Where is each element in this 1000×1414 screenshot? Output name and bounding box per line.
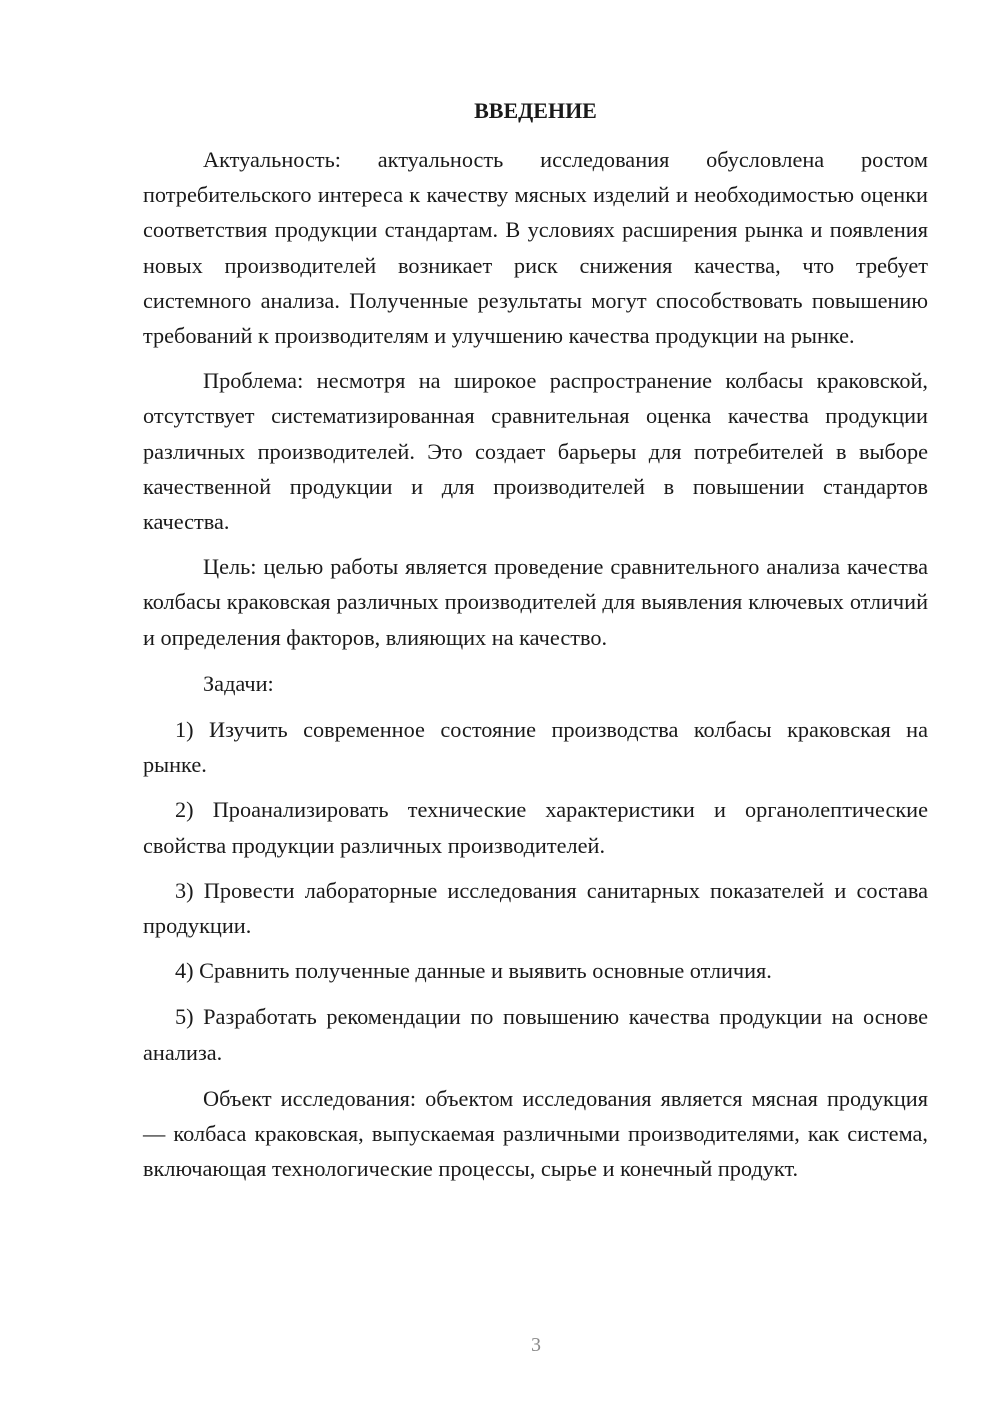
task-item: 3) Провести лабораторные исследования санитарных показателей и состава продукции. [143,877,928,939]
task-item: 5) Разработать рекомендации по повышению качества продукции на основе анализа. [143,1004,928,1065]
problem-paragraph: Проблема: несмотря на широкое распространение колбасы краковской, отсутствует систематизированная сравнительная оценка качества продукции различных производителей. Это создает барьеры для потребителей в выборе качественной продукции и для производителей в повышении стандартов качества. [143,368,928,535]
document-body [143,96,928,1196]
section-title: ВВЕДЕНИЕ [474,98,597,123]
task-item: 4) Сравнить полученные данные и выявить основные отличия. [175,958,772,984]
page-number: 3 [531,1334,541,1356]
relevance-paragraph: Актуальность: актуальность исследования обусловлена ростом потребительского интереса к качеству мясных изделий и необходимостью оценки соответствия продукции стандартам. В условиях расширения рынка и появления новых производителей возникает риск снижения качества, что требует системного анализа. Полученные результаты могут способствовать повышению требований к производителям и улучшению качества продукции на рынке. [143,147,928,349]
task-item: 2) Проанализировать технические характеристики и органолептические свойства продукции различных производителей. [143,797,928,858]
task-item: 1) Изучить современное состояние производства колбасы краковская на рынке. [143,717,928,778]
goal-paragraph: Цель: целью работы является проведение сравнительного анализа качества колбасы краковская различных производителей для выявления ключевых отличий и определения факторов, влияющих на качество. [143,554,928,650]
object-paragraph: Объект исследования: объектом исследования является мясная продукция — колбаса краковская, выпускаемая различными производителями, как система, включающая технологические процессы, сырье и конечный продукт. [143,1085,928,1182]
tasks-heading: Задачи: [203,670,274,696]
